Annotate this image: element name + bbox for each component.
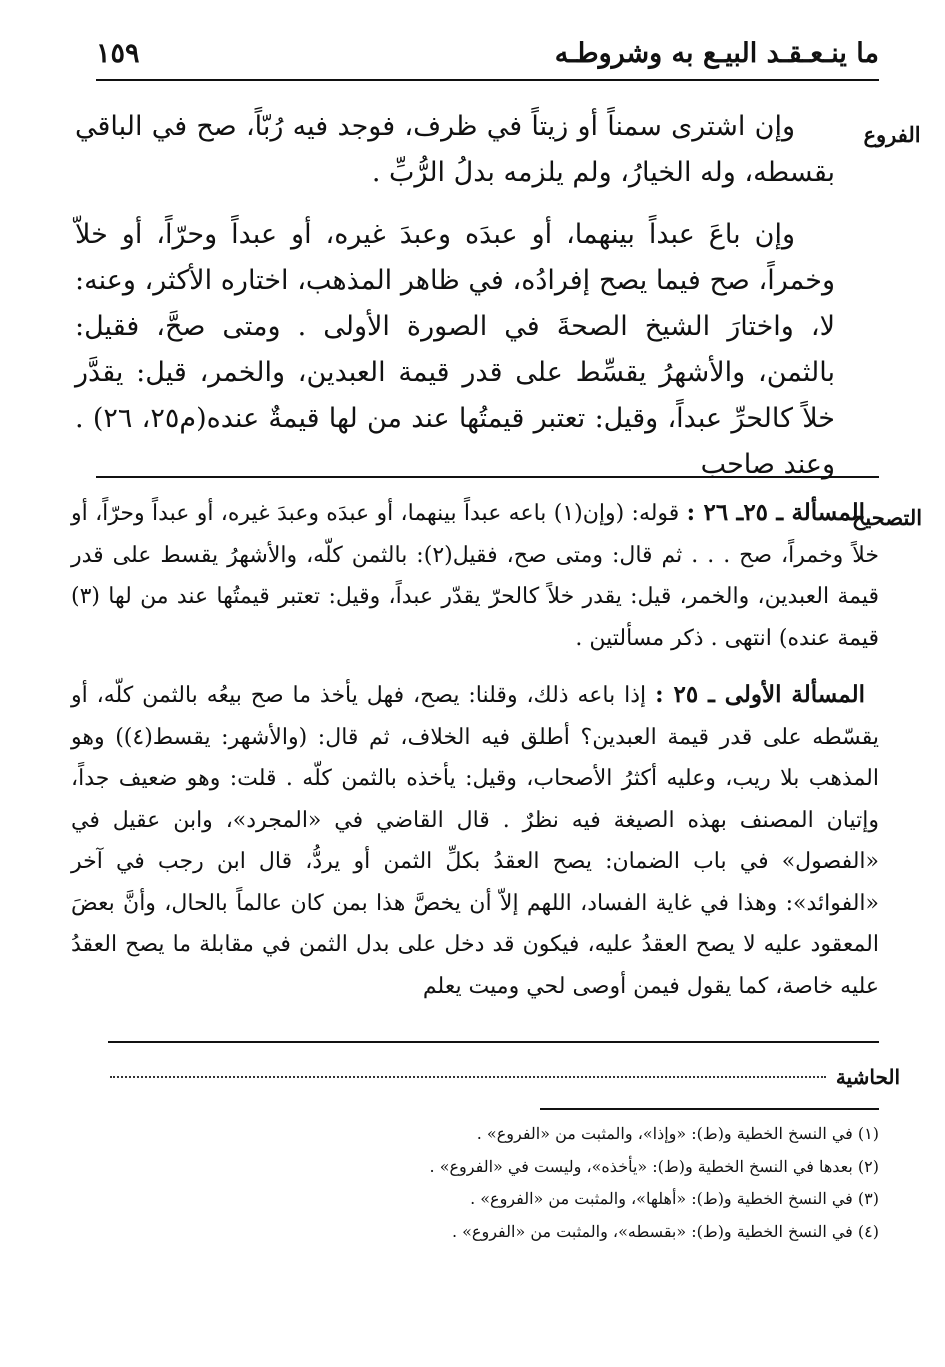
issue-heading-25-26: المسألة ـ ٢٥ـ ٢٦ :	[686, 499, 866, 526]
margin-label-tashih: التصحيح	[851, 505, 923, 530]
main-paragraph-2-text: وإن باعَ عبداً بينهما، أو عبدَه وعبدَ غيره، أو عبداً وحرّاً، أو خلاّ وخمراً، صح فيما يصح إفرادُه، في ظاهر المذهب، اختاره الأكثر، وعنه: لا، واختارَ الشيخ الصحةَ في الصورة الأولى . ومتى صحَّ، فقيل: بالثمن، والأشهرُ يقسِّط على قدر قيمة العبدين، والخمر، قيل: يقدَّر خلاً كالحرِّ عبداً، وقيل: تعتبر قيمتُها عند من لها قيمةٌ عنده(م٢٥، ٢٦) . وعند صاحب	[75, 219, 836, 480]
text-end-rule	[108, 1041, 879, 1043]
footnotes	[279, 1118, 879, 1248]
running-header-title: ما ينـعـقـد البيـع به وشروطـه	[554, 38, 879, 69]
commentary-paragraph-2-text: إذا باعه ذلك، وقلنا: يصح، فهل يأخذ ما صح بيعُه بالثمن كلّه، أو يقسّطه على قدر قيمة العبدين؟ أطلق فيه الخلاف، ثم قال: (والأشهر: يقسط(٤)) وهو المذهب بلا ريب، وعليه أكثرُ الأصحاب، وقيل: يأخذه بالثمن كلّه . قلت: وهو ضعيف جداً، وإتيان المصنف بهذه الصيغة فيه نظرٌ . قال القاضي في «المجرد»، وابن عقيل في «الفصول» في باب الضمان: يصح العقدُ بكلِّ الثمن أو يردُّ، قال ابن رجب في آخر «الفوائد»: وهذا في غاية الفساد، اللهم إلاّ أن يخصَّ هذا بمن كان عالماً بالحال، وأنَّ بعضَ المعقود عليه لا يصح العقدُ عليه، فيكون قد دخل على بدل الثمن في مقابلة ما يصح العقدُ عليه خاصة، كما يقول فيمن أوصى لحي وميت يعلم	[71, 683, 880, 999]
dotted-leader	[110, 1076, 826, 1078]
commentary-divider	[96, 476, 879, 478]
issue-heading-25: المسألة الأولى ـ ٢٥ :	[655, 681, 865, 708]
commentary-paragraph-1-text: قوله: (وإن(١) باعه عبداً بينهما، أو عبدَه وعبدَ غيره، أو عبداً وحرّاً، أو خلاً وخمراً، صح . . . ثم قال: ومتى صح، فقيل(٢): بالثمن كلّه، والأشهرُ يقسط على قدر قيمة العبدين، والخمر، قيل: يقدر خلاً كالحرّ يقدّر عبداً، وقيل: تعتبر قيمتُها عند من لها (٣) قيمة عنده) انتهى . ذكر مسألتين .	[71, 501, 880, 651]
page-number: ١٥٩	[96, 38, 140, 69]
footnote-rule	[540, 1108, 879, 1110]
main-paragraph-2	[75, 212, 835, 488]
footnote-2: (٢) بعدها في النسخ الخطية و(ط): «يأخذه»، وليست في «الفروع» .	[429, 1156, 879, 1176]
footnote-4: (٤) في النسخ الخطية و(ط): «بقسطه»، والمثبت من «الفروع» .	[451, 1221, 879, 1241]
footnote-1: (١) في النسخ الخطية و(ط): «وإذا»، والمثبت من «الفروع» .	[476, 1124, 879, 1143]
commentary-paragraph-2	[71, 674, 879, 1007]
main-paragraph-1	[75, 104, 835, 196]
commentary-paragraph-1	[71, 492, 879, 659]
hashiya-row	[40, 1062, 900, 1092]
hashiya-label: الحاشية	[835, 1065, 900, 1089]
footnote-3: (٣) في النسخ الخطية و(ط): «أهلها»، والمثبت من «الفروع» .	[470, 1189, 879, 1208]
header-rule	[96, 79, 879, 81]
main-paragraph-1-text: وإن اشترى سمناً أو زيتاً في ظرف، فوجد فيه رُبّاً، صح في الباقي بقسطه، وله الخيارُ، ولم يلزمه بدلُ الرُّبِّ .	[75, 111, 835, 188]
margin-label-furu: الفروع	[863, 122, 921, 147]
